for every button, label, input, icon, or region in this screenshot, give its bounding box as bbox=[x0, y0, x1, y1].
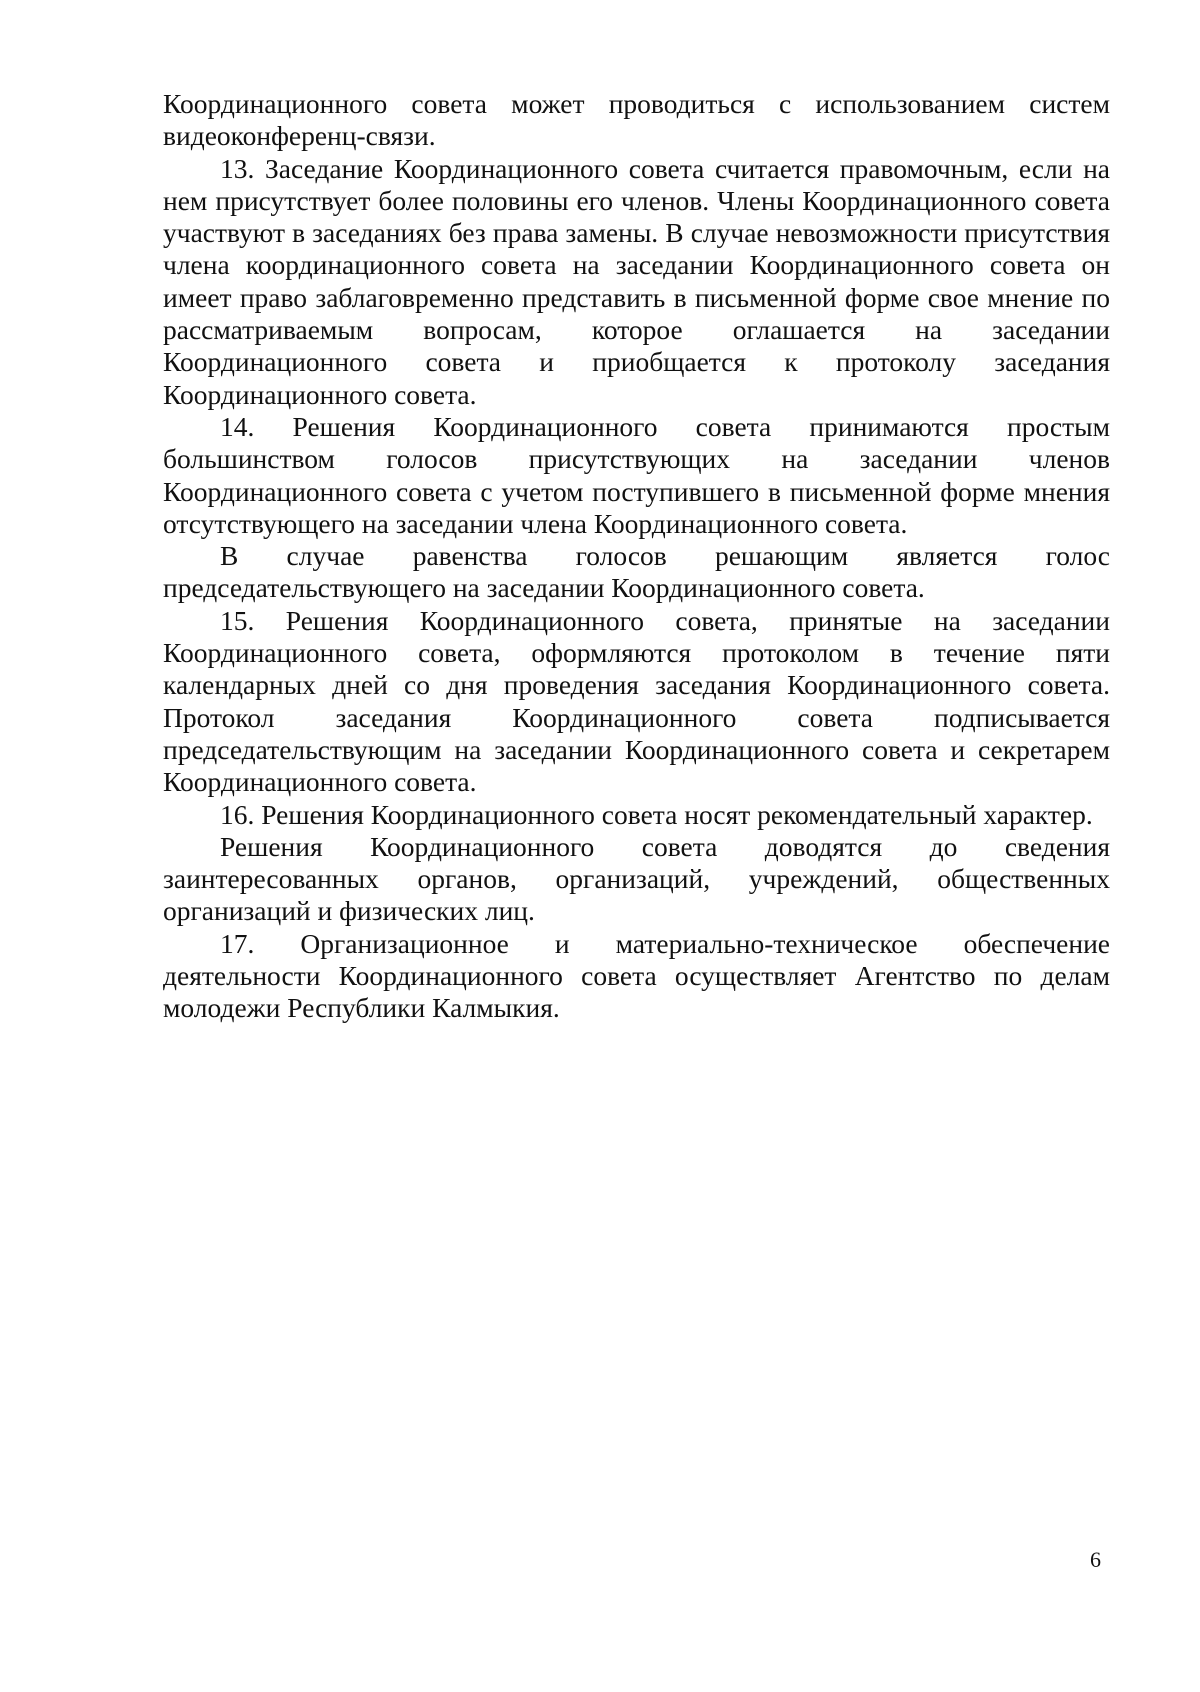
page-number: 6 bbox=[1090, 1547, 1101, 1572]
paragraph-16: 16. Решения Координационного совета носят рекомендательный характер. bbox=[220, 798, 1093, 830]
paragraph-16-distribution: Решения Координационного совета доводятся до сведения заинтересованных органов, организаций, учреждений, общественных организаций и физических лиц. bbox=[163, 830, 1110, 927]
document-body bbox=[163, 88, 1110, 1025]
paragraph-14-tie-vote: В случае равенства голосов решающим является голос председательствующего на заседании Координационного совета. bbox=[163, 540, 1110, 604]
paragraph-13: 13. Заседание Координационного совета считается правомочным, если на нем присутствует более половины его членов. Члены Координационного совета участвуют в заседаниях без права замены. В случае невозможности присутствия члена координационного совета на заседании Координационного совета он имеет право заблаговременно представить в письменной форме свое мнение по рассматриваемым вопросам, которое оглашается на заседании Координационного совета и приобщается к протоколу заседания Координационного совета. bbox=[163, 152, 1110, 410]
paragraph-17: 17. Организационное и материально-техническое обеспечение деятельности Координационного совета осуществляет Агентство по делам молодежи Республики Калмыкия. bbox=[163, 927, 1110, 1024]
paragraph-continuation: Координационного совета может проводиться с использованием систем видеоконференц-связи. bbox=[163, 88, 1110, 152]
paragraph-15: 15. Решения Координационного совета, принятые на заседании Координационного совета, оформляются протоколом в течение пяти календарных дней со дня проведения заседания Координационного совета. Протокол заседания Координационного совета подписывается председательствующим на заседании Координационного совета и секретарем Координационного совета. bbox=[163, 604, 1110, 798]
paragraph-14: 14. Решения Координационного совета принимаются простым большинством голосов присутствующих на заседании членов Координационного совета с учетом поступившего в письменной форме мнения отсутствующего на заседании члена Координационного совета. bbox=[163, 410, 1110, 539]
